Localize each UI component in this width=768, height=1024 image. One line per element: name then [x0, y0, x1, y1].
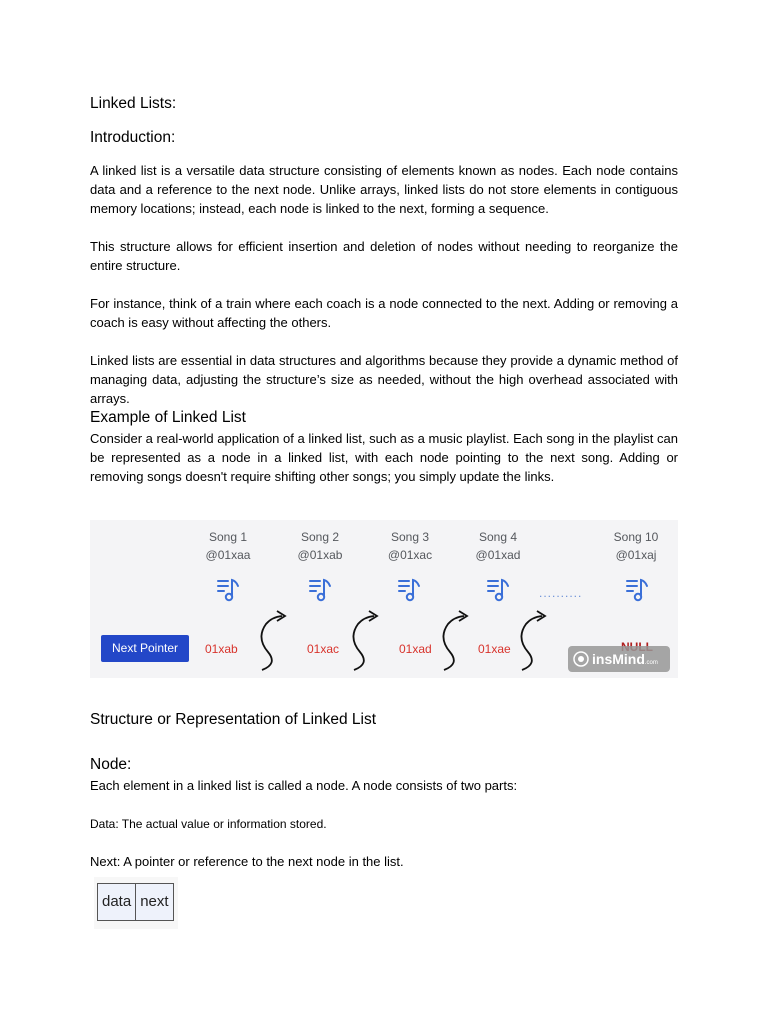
pointer-value-2: 01xac — [307, 642, 340, 656]
insmind-logo-icon — [573, 651, 589, 667]
node-heading: Node: — [90, 756, 132, 773]
example-heading: Example of Linked List — [90, 409, 246, 426]
song-name: Song 3 — [390, 530, 430, 544]
watermark-text — [592, 646, 658, 676]
song-name: Song 4 — [478, 530, 518, 544]
song-name: Song 10 — [613, 530, 659, 544]
node-structure-figure — [94, 877, 178, 929]
song-node-10 — [601, 528, 671, 564]
pointer-value-3: 01xad — [399, 642, 432, 656]
song-address: @01xaj — [615, 548, 657, 562]
playlist-linked-list-figure — [90, 520, 678, 678]
song-node-3 — [375, 528, 445, 564]
song-node-4 — [463, 528, 533, 564]
music-note-icon — [309, 577, 333, 603]
node-paragraph: Each element in a linked list is called a node. A node consists of two parts: — [90, 778, 518, 793]
next-pointer-label: Next Pointer — [101, 635, 189, 662]
intro-paragraph-1: A linked list is a versatile data structure consisting of elements known as nodes. Each node contains data and a reference to the next node. Unlike arrays, linked lists do not store elements in contiguous memory locations; instead, each node is linked to the next, forming a sequence. — [90, 163, 678, 216]
pointer-value-4: 01xae — [478, 642, 511, 656]
node-box — [97, 883, 174, 921]
song-node-1 — [193, 528, 263, 564]
node-data-cell: data — [102, 893, 132, 910]
song-name: Song 2 — [300, 530, 340, 544]
curved-arrow-icon — [244, 608, 288, 674]
curved-arrow-icon — [504, 608, 548, 674]
watermark-suffix: .com — [644, 660, 658, 666]
structure-heading: Structure or Representation of Linked List — [90, 711, 377, 728]
data-line: Data: The actual value or information stored. — [90, 817, 327, 831]
insmind-watermark — [568, 646, 670, 672]
watermark-brand: insMind — [592, 651, 645, 667]
intro-paragraph-4: Linked lists are essential in data structures and algorithms because they provide a dynamic method of managing data, adjusting the structure’s size as needed, without the high overhead associated with arrays. — [90, 353, 678, 406]
next-line: Next: A pointer or reference to the next node in the list. — [90, 854, 404, 869]
music-note-icon — [217, 577, 241, 603]
curved-arrow-icon — [336, 608, 380, 674]
song-address: @01xad — [475, 548, 521, 562]
intro-paragraph-2: This structure allows for efficient insertion and deletion of nodes without needing to reorganize the entire structure. — [90, 239, 678, 273]
pointer-value-1: 01xab — [205, 642, 238, 656]
intro-heading: Introduction: — [90, 129, 176, 146]
song-address: @01xab — [297, 548, 343, 562]
song-address: @01xaa — [205, 548, 251, 562]
music-note-icon — [626, 577, 650, 603]
intro-paragraph-3: For instance, think of a train where each coach is a node connected to the next. Adding or removing a coach is easy without affecting the others. — [90, 296, 678, 330]
example-paragraph: Consider a real-world application of a linked list, such as a music playlist. Each song in the playlist can be represented as a node in a linked list, with each node pointing to the next song. Adding or removing songs doesn't require shifting other songs; you simply update the links. — [90, 431, 678, 484]
music-note-icon — [487, 577, 511, 603]
music-note-icon — [398, 577, 422, 603]
document-title: Linked Lists: — [90, 95, 177, 112]
ellipsis-dots: .......... — [539, 586, 583, 600]
node-next-cell: next — [135, 884, 172, 920]
song-node-2 — [285, 528, 355, 564]
song-name: Song 1 — [208, 530, 248, 544]
curved-arrow-icon — [426, 608, 470, 674]
song-address: @01xac — [387, 548, 433, 562]
